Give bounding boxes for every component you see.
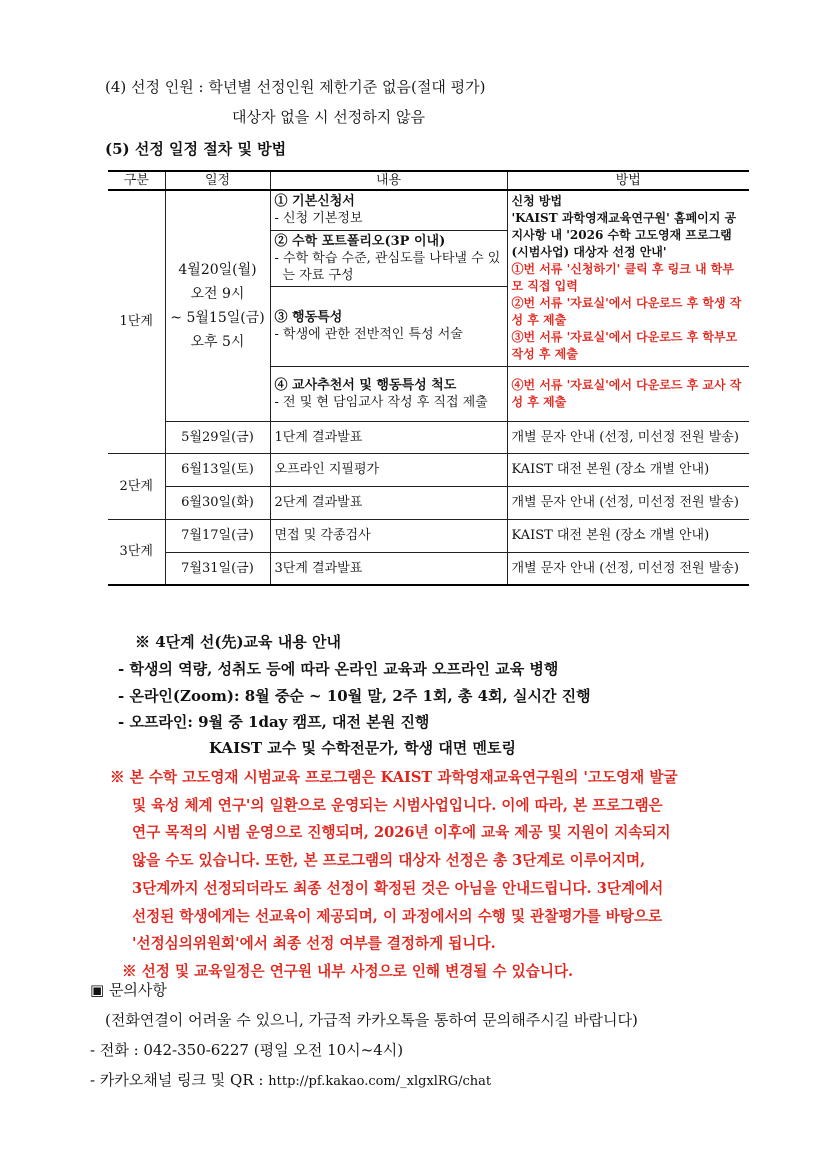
stage1-item-4	[270, 366, 507, 421]
notice-line: 않을 수도 있습니다. 또한, 본 프로그램의 대상자 선정은 총 3단계로 이루어지며,	[132, 852, 646, 870]
item-title: ① 기본신청서	[274, 194, 355, 210]
stage2-label: 2단계	[108, 453, 165, 519]
stage1-period-line: 오후 5시	[190, 333, 245, 350]
inquiry-title: ▣ 문의사항	[90, 981, 167, 999]
stage1-result-method: 개별 문자 안내 (선정, 미선정 전원 발송)	[507, 421, 749, 453]
item-title: ④ 교사추천서 및 행동특성 척도	[274, 377, 457, 393]
table-row	[108, 519, 749, 552]
item-desc: - 신청 기본정보	[274, 211, 363, 227]
notice-line: ※ 본 수학 고도영재 시범교육 프로그램은 KAIST 과학영재교육연구원의 '고도영재 발굴	[110, 769, 678, 786]
stage3-content-1: 면접 및 각종검사	[270, 519, 507, 552]
kakao-link[interactable]: http://pf.kakao.com/_xlgxlRG/chat	[268, 1074, 492, 1089]
stage1-method-teacher	[507, 366, 749, 421]
stage1-result-content: 1단계 결과발표	[270, 421, 507, 453]
stage3-date-2: 7월31일(금)	[165, 552, 270, 585]
method-intro: 신청 방법	[511, 194, 563, 208]
stage2-method-1: KAIST 대전 본원 (장소 개별 안내)	[507, 453, 749, 486]
item-title: ② 수학 포트폴리오(3P 이내)	[274, 233, 446, 249]
stage1-item-3	[270, 286, 507, 366]
stage1-period-line: 오전 9시	[190, 285, 245, 302]
notice-change: ※ 선정 및 교육일정은 연구원 내부 사정으로 인해 변경될 수 있습니다.	[122, 962, 574, 980]
method-red: ①번 서류 '신청하기' 클릭 후 링크 내 학부모 직접 입력	[511, 262, 734, 293]
header-method: 방법	[507, 171, 749, 190]
selection-count-line1: (4) 선정 인원 : 학년별 선정인원 제한기준 없음(절대 평가)	[105, 78, 486, 96]
inquiry-phone: - 전화 : 042-350-6227 (평일 오전 10시~4시)	[90, 1041, 404, 1059]
item-desc: - 학생에 관한 전반적인 특성 서술	[274, 327, 463, 342]
stage3-content-2: 3단계 결과발표	[270, 552, 507, 585]
stage1-period-line: ~ 5월15일(금)	[170, 309, 265, 326]
notice-line: 선정된 학생에게는 선교육이 제공되며, 이 과정에서의 수행 및 관찰평가를 바탕으로	[132, 907, 663, 925]
notice-line: 연구 목적의 시범 운영으로 진행되며, 2026년 이후에 교육 제공 및 지원이 지속되지	[132, 824, 671, 842]
stage2-date-2: 6월30일(화)	[165, 486, 270, 519]
table-header-row	[108, 171, 749, 190]
stage1-method	[507, 190, 749, 366]
stage1-period-line: 4월20일(월)	[178, 261, 257, 278]
stage4-line: - 오프라인: 9월 중 1day 캠프, 대전 본원 진행	[118, 713, 430, 731]
table-row	[108, 421, 749, 453]
stage2-date-1: 6월13일(토)	[165, 453, 270, 486]
method-red: ③번 서류 '자료실'에서 다운로드 후 학부모 작성 후 제출	[511, 330, 738, 361]
item-title: ③ 행동특성	[274, 310, 343, 325]
stage1-period	[165, 190, 270, 421]
header-content: 내용	[270, 171, 507, 190]
schedule-table	[108, 170, 749, 586]
table-row	[108, 552, 749, 585]
stage4-line: - 학생의 역량, 성취도 등에 따라 온라인 교육과 오프라인 교육 병행	[118, 660, 559, 678]
method-red: ②번 서류 '자료실'에서 다운로드 후 학생 작성 후 제출	[511, 296, 742, 327]
item-desc: - 수학 학습 수준, 관심도를 나타낼 수 있는 자료 구성	[274, 250, 501, 283]
stage1-item-1	[270, 190, 507, 230]
stage1-result-date: 5월29일(금)	[165, 421, 270, 453]
stage4-title: ※ 4단계 선(先)교육 내용 안내	[135, 633, 341, 651]
table-row	[108, 486, 749, 519]
stage3-method-2: 개별 문자 안내 (선정, 미선정 전원 발송)	[507, 552, 749, 585]
stage1-label: 1단계	[108, 190, 165, 453]
table-row	[108, 453, 749, 486]
kakao-label: - 카카오채널 링크 및 QR :	[90, 1071, 269, 1089]
stage3-method-1: KAIST 대전 본원 (장소 개별 안내)	[507, 519, 749, 552]
stage3-label: 3단계	[108, 519, 165, 585]
item-desc: - 전 및 현 담임교사 작성 후 직접 제출	[274, 394, 488, 410]
section5-title: (5) 선정 일정 절차 및 방법	[105, 140, 287, 158]
header-period: 일정	[165, 171, 270, 190]
notice-line: 및 육성 체계 연구'의 일환으로 운영되는 시범사업입니다. 이에 따라, 본 프로그램은	[132, 796, 663, 814]
method-red: ④번 서류 '자료실'에서 다운로드 후 교사 작성 후 제출	[511, 377, 742, 409]
notice-line: '선정심의위원회'에서 최종 선정 여부를 결정하게 됩니다.	[132, 935, 496, 953]
stage1-item-2	[270, 230, 507, 286]
notice-block	[110, 764, 678, 986]
inquiry-kakao	[90, 1070, 491, 1092]
stage4-line: KAIST 교수 및 수학전문가, 학생 대면 멘토링	[209, 739, 516, 757]
stage3-date-1: 7월17일(금)	[165, 519, 270, 552]
selection-count-line2: 대상자 없을 시 선정하지 않음	[232, 108, 425, 126]
table-row	[108, 190, 749, 230]
notice-line: 3단계까지 선정되더라도 최종 선정이 확정된 것은 아님을 안내드립니다. 3단계에서	[132, 879, 664, 897]
stage2-method-2: 개별 문자 안내 (선정, 미선정 전원 발송)	[507, 486, 749, 519]
method-intro: 'KAIST 과학영재교육연구원' 홈페이지 공지사항 내 '2026 수학 고도영재 프로그램(시범사업) 대상자 선정 안내'	[511, 211, 737, 259]
stage4-line: - 온라인(Zoom): 8월 중순 ~ 10월 말, 2주 1회, 총 4회, 실시간 진행	[118, 687, 591, 705]
inquiry-note: (전화연결이 어려울 수 있으니, 가급적 카카오톡을 통하여 문의해주시길 바랍니다)	[105, 1011, 638, 1029]
stage2-content-2: 2단계 결과발표	[270, 486, 507, 519]
header-stage: 구분	[108, 171, 165, 190]
stage2-content-1: 오프라인 지필평가	[270, 453, 507, 486]
